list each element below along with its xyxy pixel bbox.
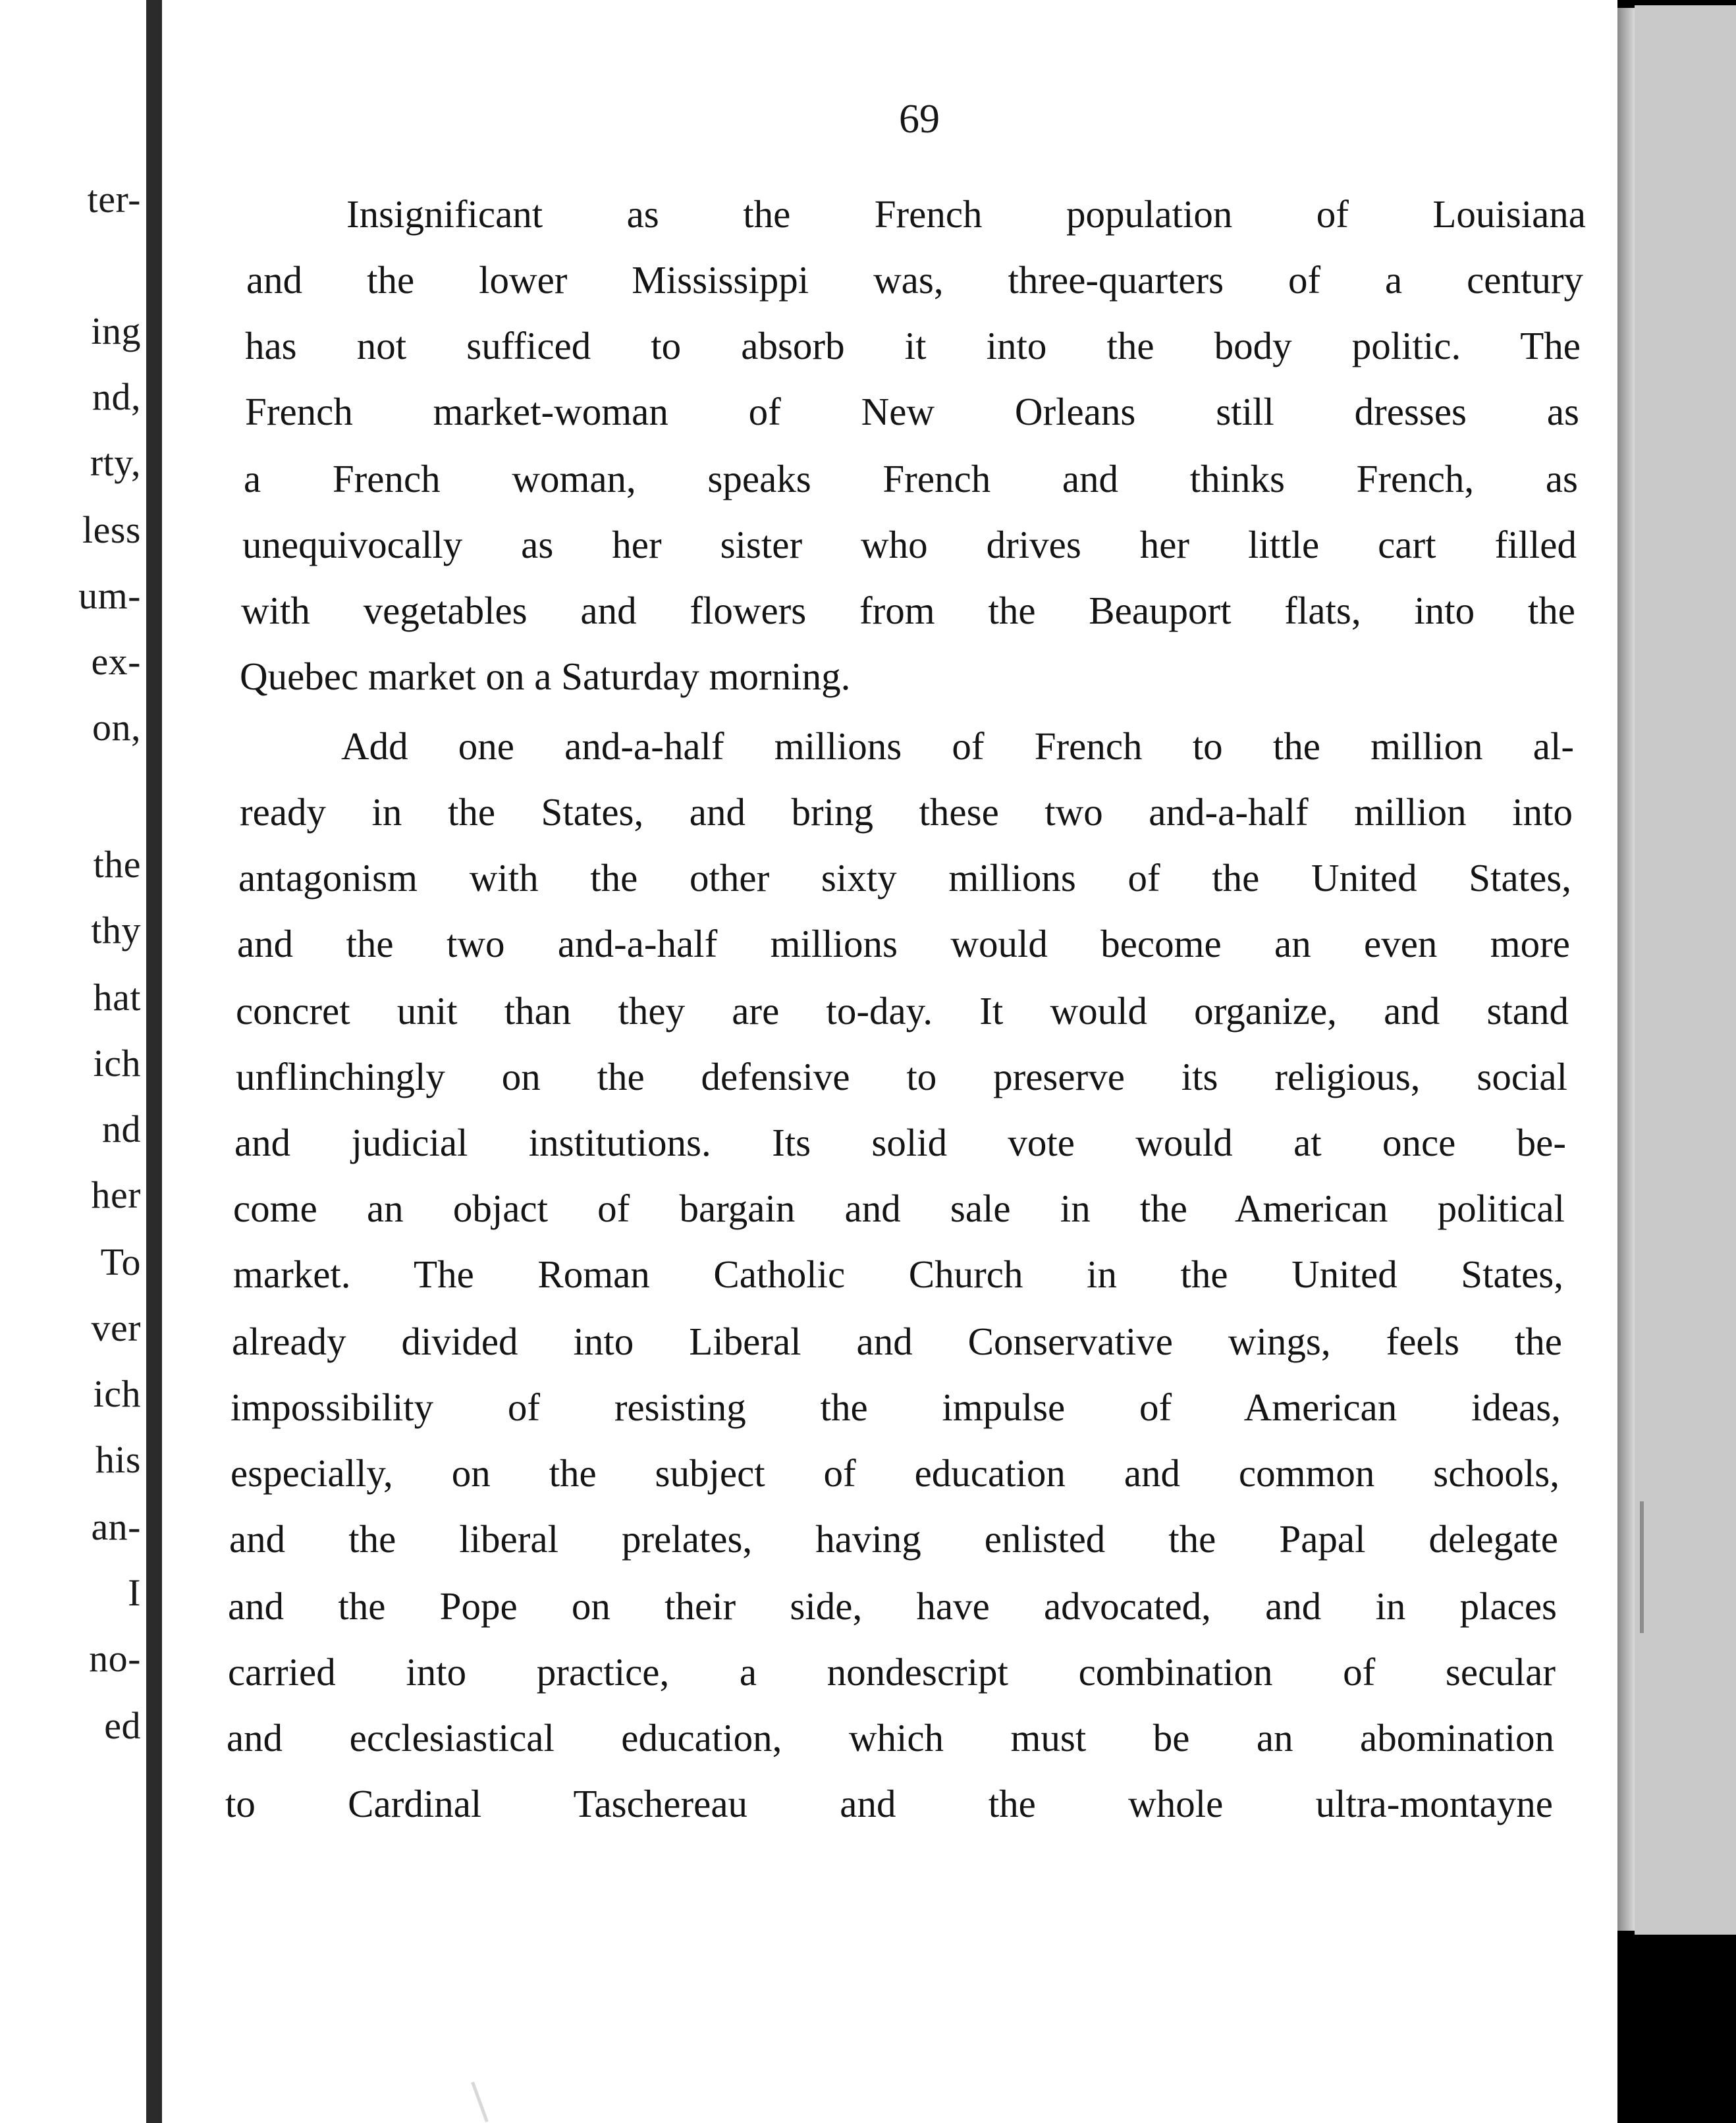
facing-page-line: hat — [93, 976, 141, 1019]
body-text-line: concret unit than they are to-day. It would organize, and stand — [236, 989, 1569, 1033]
facing-page-line: less — [82, 508, 141, 551]
facing-page-line: the — [93, 843, 141, 886]
body-text-line: and the lower Mississippi was, three-quarters of a century — [246, 258, 1583, 302]
page-edge-shadow — [1617, 8, 1635, 1931]
book-page — [162, 0, 1617, 2123]
facing-page-line: nd, — [92, 375, 141, 418]
body-text-line: especially, on the subject of education and common schools, — [231, 1451, 1560, 1495]
facing-page-line: um- — [78, 574, 141, 617]
book-cover-edge — [1635, 5, 1736, 1935]
body-text-line: antagonism with the other sixty millions of the United States, — [238, 856, 1571, 900]
body-text-line: a French woman, speaks French and thinks French, as — [244, 457, 1578, 500]
facing-page-line: To — [100, 1241, 141, 1283]
facing-page-line: rty, — [90, 441, 141, 484]
facing-page-line: an- — [91, 1505, 141, 1548]
body-text-line: to Cardinal Taschereau and the whole ultra-montayne — [225, 1782, 1553, 1825]
body-text-line: already divided into Liberal and Conservative wings, feels the — [232, 1320, 1562, 1363]
body-text-line: come an objact of bargain and sale in the American political — [233, 1187, 1565, 1230]
facing-page-line: nd — [102, 1108, 141, 1150]
cover-edge-mark — [1640, 1501, 1644, 1633]
body-text-line: impossibility of resisting the impulse of American ideas, — [231, 1385, 1561, 1429]
body-text-line: and judicial institutions. Its solid vote would at once be- — [234, 1121, 1566, 1164]
facing-page-line: ed — [104, 1704, 141, 1747]
facing-page-line: ing — [91, 309, 141, 352]
body-text-line: unflinchingly on the defensive to preserve its religious, social — [236, 1055, 1567, 1098]
body-text-line: ready in the States, and bring these two and-a-half million into — [240, 790, 1573, 834]
facing-page-line: ter- — [87, 178, 141, 221]
facing-page-fragment — [0, 0, 146, 2123]
body-text-line: and ecclesiastical education, which must be an abomination — [227, 1716, 1554, 1760]
body-text-line: market. The Roman Catholic Church in the United States, — [233, 1252, 1563, 1296]
facing-page-line: his — [95, 1438, 141, 1481]
body-text-line: Add one and-a-half millions of French to the million al- — [341, 724, 1574, 768]
body-text-line: and the two and-a-half millions would become an even more — [237, 922, 1570, 965]
facing-page-line: ver — [91, 1306, 141, 1349]
body-text-line: Quebec market on a Saturday morning. — [240, 655, 851, 698]
body-text-line: with vegetables and flowers from the Beauport flats, into the — [241, 589, 1575, 632]
body-text-line: has not sufficed to absorb it into the body politic. The — [245, 324, 1581, 367]
body-text-line: carried into practice, a nondescript combination of secular — [228, 1650, 1556, 1694]
facing-page-line: ex- — [91, 640, 141, 683]
facing-page-line: ich — [93, 1372, 141, 1415]
body-text-line: and the liberal prelates, having enlisted the Papal delegate — [229, 1517, 1558, 1561]
facing-page-line: I — [128, 1571, 141, 1614]
page-number: 69 — [899, 97, 940, 142]
body-text-line: French market-woman of New Orleans still dresses as — [245, 390, 1579, 433]
facing-page-line: on, — [92, 706, 141, 749]
body-text-line: unequivocally as her sister who drives her little cart filled — [242, 523, 1577, 566]
facing-page-line: her — [91, 1173, 141, 1216]
body-text-line: Insignificant as the French population of Louisiana — [346, 192, 1586, 236]
facing-page-line: ich — [93, 1042, 141, 1085]
facing-page-line: no- — [89, 1637, 141, 1680]
facing-page-line: thy — [91, 909, 141, 952]
book-gutter — [146, 0, 162, 2123]
body-text-line: and the Pope on their side, have advocated, and in places — [228, 1584, 1557, 1628]
